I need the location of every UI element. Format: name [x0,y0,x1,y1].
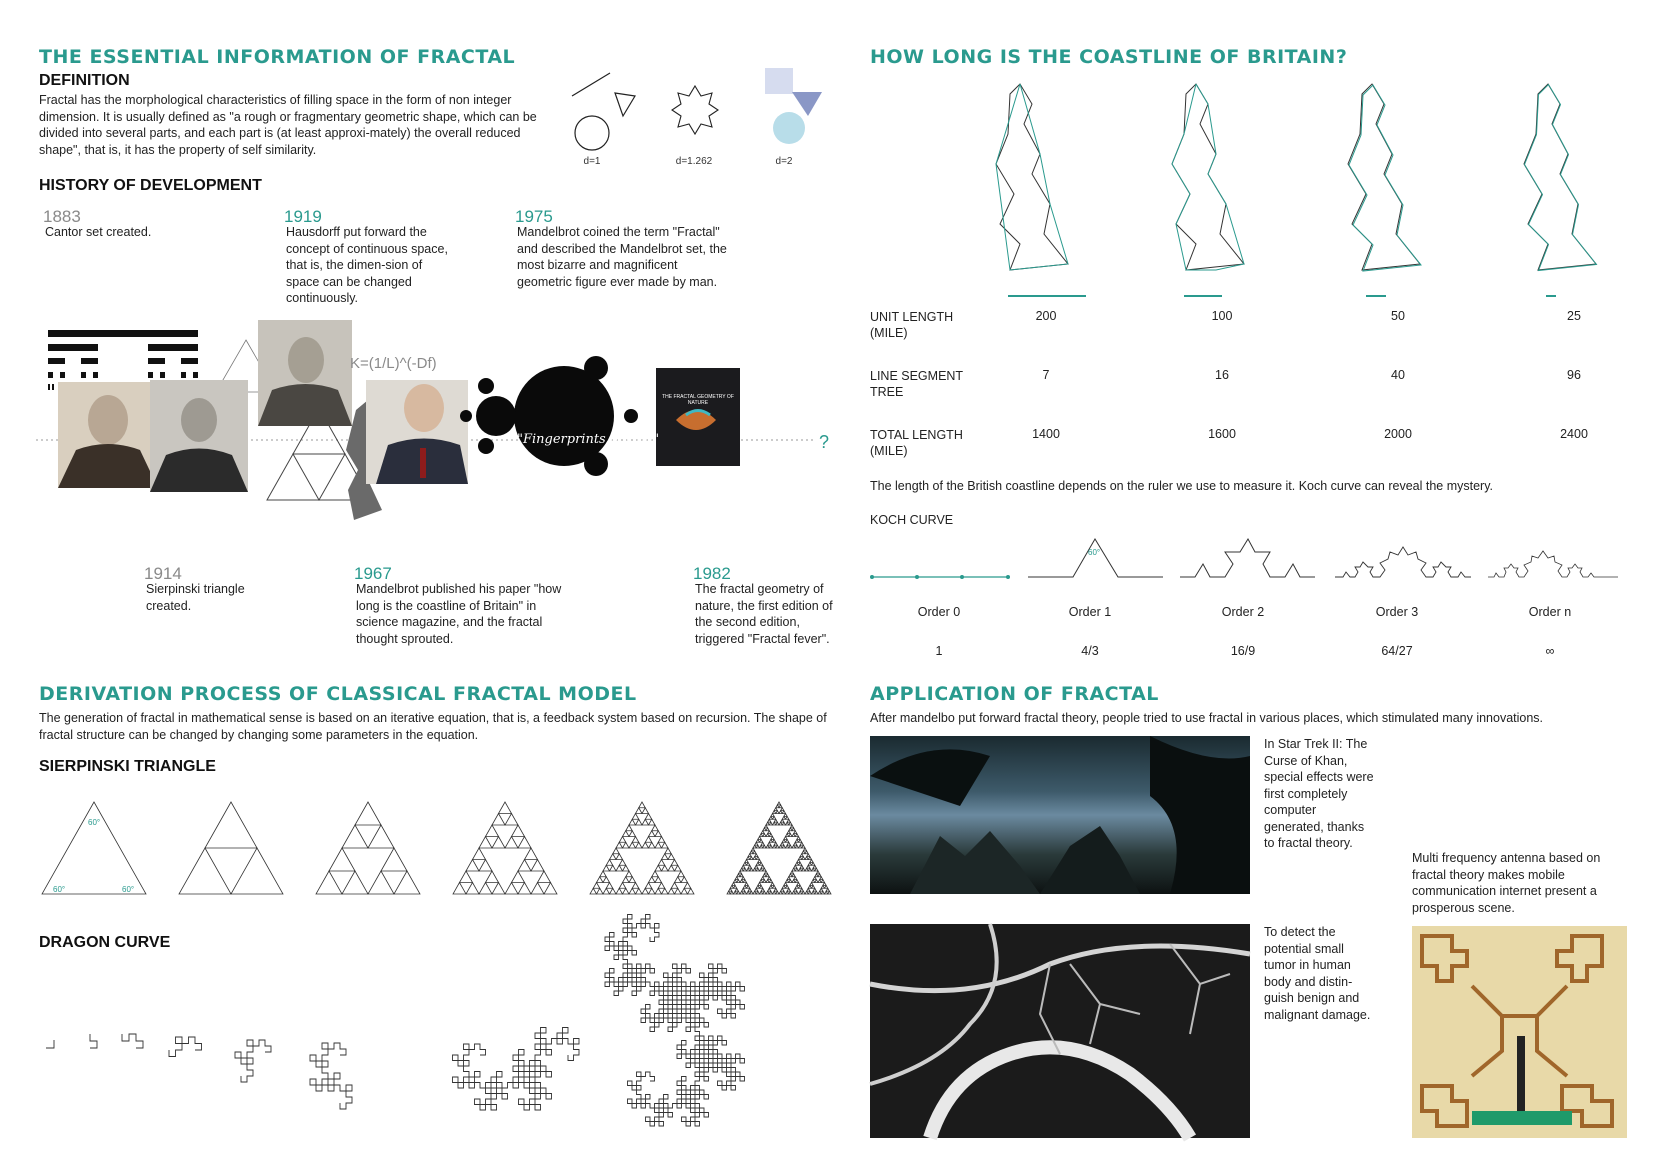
sierpinski-level-4 [590,802,694,894]
koch-order-n-label: Order n [1528,605,1572,619]
koch-order-3-label: Order 3 [1375,605,1419,619]
formula-text: K=(1/L)^(-Df) [350,355,437,372]
fractal-antenna-image [1412,926,1627,1138]
timeline-end-mark: ? [819,432,830,452]
event-year-1914: 1914 [144,564,182,583]
portrait-cantor [58,382,158,488]
koch-ratio-3: 64/27 [1381,644,1413,658]
sierpinski-level-5 [727,802,831,894]
koch-heading: KOCH CURVE [870,513,954,527]
sierpinski-iterations [40,800,840,900]
dragon-heading: DRAGON CURVE [39,934,171,951]
portrait-hausdorff [150,380,248,492]
event-text-1914: Sierpinski triangle created. [146,582,245,613]
dimension-label-2: d=1.262 [675,156,713,167]
application-intro: After mandelbo put forward fractal theory, people tried to use fractal in various places, which stimulated many innovations. [870,711,1544,725]
dimension-label-1: d=1 [583,156,601,167]
event-year-1883: 1883 [43,207,81,226]
koch-order-n [1488,551,1618,577]
britain-map-100 [1172,84,1244,296]
history-heading: HISTORY OF DEVELOPMENT [39,177,262,194]
dragon-level-3 [169,1037,202,1057]
event-text-1967: Mandelbrot published his paper "how long is the coastline of Britain" in science magazine, and the fractal thought sprouted. [356,582,562,646]
dimension-label-3: d=2 [775,156,793,167]
koch-order-2-label: Order 2 [1221,605,1265,619]
filled-triangle-icon [792,92,822,116]
sierpinski-level-0 [42,802,146,894]
sierpinski-angle-top: 60° [88,818,101,827]
koch-ratio-2: 16/9 [1230,644,1256,658]
koch-ratio-n: ∞ [1545,644,1555,658]
cell-seg-96: 96 [1567,368,1581,382]
cell-total-2000: 2000 [1384,427,1412,441]
filled-circle-icon [773,112,805,144]
dragon-level-2 [122,1034,143,1048]
koch-ratio-1: 4/3 [1081,644,1099,658]
essential-title: THE ESSENTIAL INFORMATION OF FRACTAL [39,46,516,68]
book-title: THE FRACTAL GEOMETRY OF NATURE [662,394,734,406]
event-year-1967: 1967 [354,564,392,583]
koch-angle-label: 60° [1088,548,1101,557]
row-label-total-length: TOTAL LENGTH (MILE) [870,428,963,458]
event-text-1975: Mandelbrot coined the term "Fractal" and described the Mandelbrot set, the most bizarre and magnificent geometric figure ever made by man. [517,225,727,289]
sierpinski-level-2 [316,802,420,894]
tumor-text: To detect the potential small tumor in human body and distin-guish benign and malignant damage. [1264,925,1371,1022]
line-icon [572,73,610,96]
koch-order-0-label: Order 0 [917,605,961,619]
row-label-unit-length: UNIT LENGTH (MILE) [870,310,954,340]
britain-maps [980,74,1640,304]
britain-map-25 [1524,84,1597,296]
event-text-1883: Cantor set created. [45,225,152,239]
cell-total-1400: 1400 [1032,427,1060,441]
blood-vessel-image [870,924,1250,1138]
coastline-note: The length of the British coastline depends on the ruler we use to measure it. Koch curve can reveal the mystery. [870,479,1494,493]
sierpinski-angle-left: 60° [53,885,66,894]
application-title: APPLICATION OF FRACTAL [870,683,1159,705]
cell-unit-25: 25 [1567,309,1581,323]
book-cover-icon [656,368,740,466]
event-year-1975: 1975 [515,207,553,226]
derivation-text: The generation of fractal in mathematical sense is based on an iterative equation, that is, a feedback system based on recursion. The shape of fractal structure can be changed by changing some parameters in the equation. [39,711,827,742]
sierpinski-level-3 [453,802,557,894]
dragon-level-1 [90,1034,97,1048]
sierpinski-heading: SIERPINSKI TRIANGLE [39,758,216,775]
event-year-1919: 1919 [284,207,322,226]
dragon-level-7 [605,915,745,1127]
portrait-mandelbrot [366,380,468,484]
koch-order-0 [870,575,1010,579]
row-label-segments: LINE SEGMENT TREE [870,369,963,399]
circle-icon [575,116,609,150]
coastline-title: HOW LONG IS THE COASTLINE OF BRITAIN? [870,46,1348,68]
cell-total-1600: 1600 [1208,427,1236,441]
definition-text: Fractal has the morphological characteristics of filling space in the form of non integer dimension. It is usually defined as "a rough or fragmentary geometric shape, which can be divided into several parts, and each part is (at least approxi-mately) the overall reduced shape", that is, it has the property of self similarity. [39,93,537,157]
definition-heading: DEFINITION [39,72,130,89]
event-year-1982: 1982 [693,564,731,583]
koch-order-1 [1028,539,1163,577]
event-text-1982: The fractal geometry of nature, the first edition of the second edition, triggered "Fractal fever". [695,582,833,646]
dragon-iterations [40,960,840,1130]
dragon-level-4 [235,1040,271,1082]
mandelbrot-label: "Fingerprints of God" [517,432,660,447]
cell-seg-40: 40 [1391,368,1405,382]
britain-map-200 [996,84,1086,296]
britain-map-50 [1348,84,1421,296]
event-text-1919: Hausdorff put forward the concept of continuous space, that is, the dimen-sion of space can be changed continuously. [286,225,448,305]
cell-total-2400: 2400 [1560,427,1588,441]
cell-seg-16: 16 [1215,368,1229,382]
cell-seg-7: 7 [1042,368,1050,382]
dragon-level-6 [453,1028,580,1111]
cell-unit-50: 50 [1391,309,1405,323]
dragon-level-5 [310,1043,352,1109]
derivation-title: DERIVATION PROCESS OF CLASSICAL FRACTAL MODEL [39,683,637,705]
portrait-sierpinski [258,320,352,426]
sierpinski-angle-right: 60° [122,885,135,894]
koch-curves [868,535,1628,585]
star-trek-image [870,736,1250,894]
sierpinski-level-1 [179,802,283,894]
star-trek-text: In Star Trek II: The Curse of Khan, special effects were first completely computer generated, thanks to fractal theory. [1264,737,1374,850]
cell-unit-100: 100 [1211,309,1233,323]
koch-snowflake-icon [672,86,718,134]
koch-order-2 [1180,539,1315,577]
koch-ratio-0: 1 [935,644,943,658]
triangle-icon [615,93,635,116]
mandelbrot-set-icon [460,356,638,476]
antenna-text: Multi frequency antenna based on fractal theory makes mobile communication internet present a prosperous scene. [1412,851,1601,915]
cell-unit-200: 200 [1035,309,1057,323]
koch-order-1-label: Order 1 [1068,605,1112,619]
square-icon [765,68,793,94]
koch-order-3 [1335,547,1471,577]
dragon-level-0 [46,1040,54,1048]
